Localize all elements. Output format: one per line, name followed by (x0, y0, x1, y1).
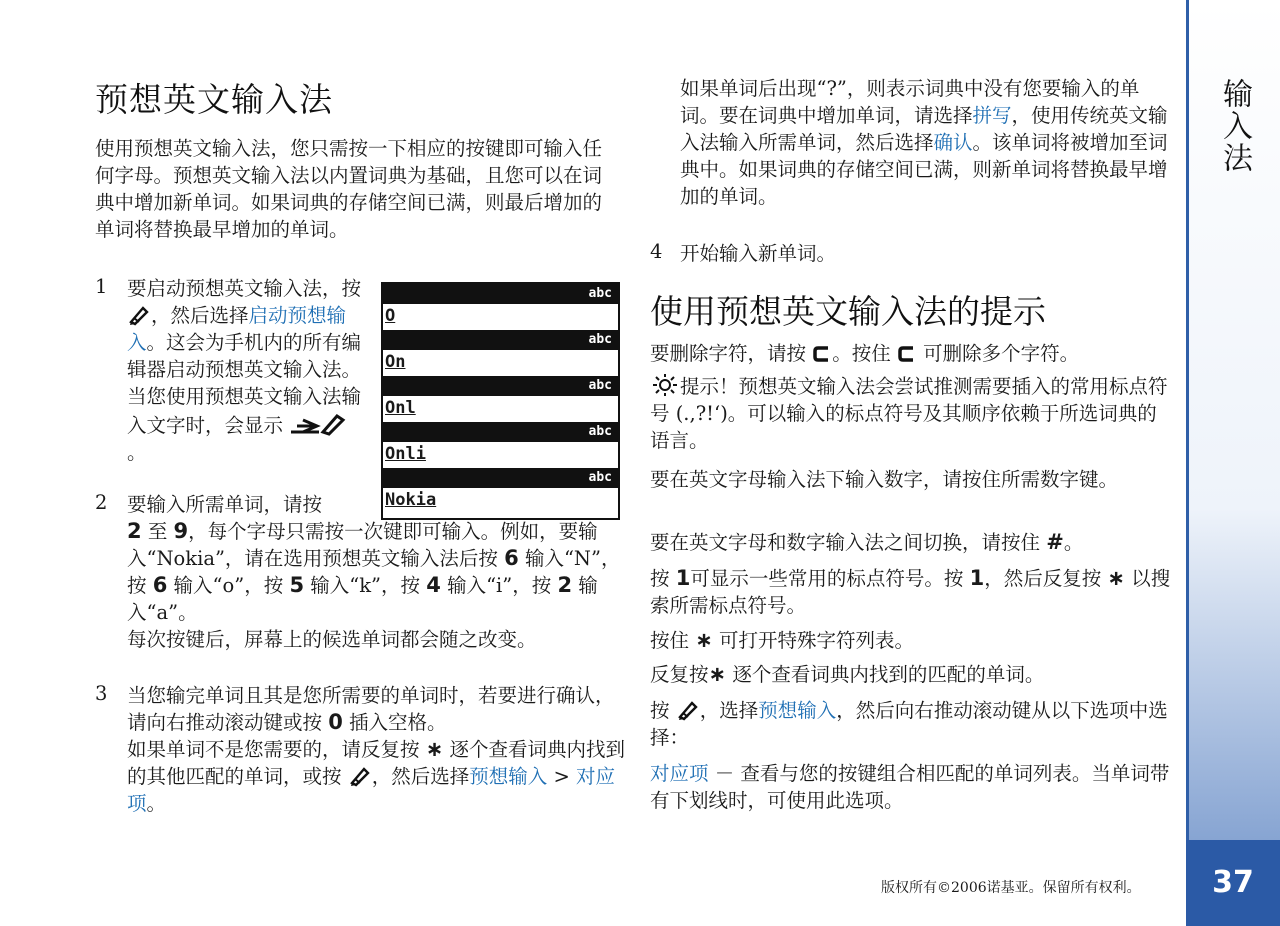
phone-screen (383, 376, 618, 422)
star-key-icon: ∗ (708, 662, 727, 686)
input-mode-indicator: abc (588, 332, 612, 347)
start-predictive-link: 启动预想输入 (127, 304, 347, 354)
candidate-word: O (385, 306, 396, 326)
matches-paragraph: 对应项 － 查看与您的按键组合相匹配的单词列表。当单词带有下划线时，可使用此选项。 (650, 762, 1170, 812)
star-key-icon: ∗ (1107, 566, 1126, 590)
phone-screen (383, 284, 618, 330)
key-2-icon: 2 (127, 519, 142, 543)
status-bar (383, 468, 618, 488)
key-6-icon: 6 (504, 546, 519, 570)
predictive-input-indicator-icon (289, 410, 349, 436)
repeat-paragraph: 反复按∗ 逐个查看词典内找到的匹配的单词。 (650, 662, 1045, 686)
predictive-input-link: 预想输入 (758, 699, 837, 722)
spell-link: 拼写 (972, 104, 1012, 127)
clear-key-icon (897, 344, 917, 364)
step-1-text: 要启动预想英文输入法，按 ，然后选择启动预想输入。这会为手机内的所有编辑器启动预想英文输入法。当您使用预想英文输入法输入文字时，会显示 。 (127, 277, 362, 464)
step-number: 4 (650, 240, 663, 263)
tips-title: 使用预想英文输入法的提示 (650, 292, 1046, 331)
star-key-icon: ∗ (425, 737, 444, 761)
section-title: 预想英文输入法 (95, 80, 333, 119)
predictive-input-link: 预想输入 (469, 765, 548, 788)
key-0-icon: 0 (328, 710, 343, 734)
key-1-icon: 1 (969, 566, 985, 590)
input-mode-indicator: abc (588, 286, 612, 301)
candidate-word: Nokia (385, 490, 437, 510)
pencil-key-icon (676, 699, 700, 721)
candidate-word: On (385, 352, 406, 372)
step-number: 2 (95, 491, 108, 514)
tip-label: 提示！ (680, 375, 739, 398)
step-number: 1 (95, 275, 108, 298)
special-chars-paragraph: 按住 ∗ 可打开特殊字符列表。 (650, 628, 915, 652)
status-bar (383, 422, 618, 442)
lightbulb-icon (650, 373, 680, 397)
delete-paragraph: 要删除字符，请按 。按住 可删除多个字符。 (650, 342, 1080, 365)
page-number: 37 (1186, 840, 1280, 926)
ok-link: 确认 (933, 131, 973, 154)
intro-paragraph: 使用预想英文输入法，您只需按一下相应的按键即可输入任何字母。预想英文输入法以内置词典为基础，且您可以在词典中增加新单词。如果词典的存储空间已满，则最后增加的单词将替换最早增加的单词。 (95, 137, 603, 241)
key-2-icon: 2 (557, 573, 573, 597)
input-mode-indicator: abc (588, 378, 612, 393)
candidate-word: Onli (385, 444, 426, 464)
key-6-icon: 6 (152, 573, 168, 597)
numbers-paragraph: 要在英文字母输入法下输入数字，请按住所需数字键。 (650, 468, 1119, 491)
phone-screen-sequence (381, 282, 620, 520)
continued-paragraph: 如果单词后出现“?”，则表示词典中没有您要输入的单词。要在词典中增加单词，请选择拼写，使用传统英文输入法输入所需单词，然后选择确认。该单词将被增加至词典中。如果词典的存储空间已满，则新单词将替换最早增加的单词。 (680, 77, 1168, 208)
step-4-text: 开始输入新单词。 (680, 242, 837, 265)
input-mode-indicator: abc (588, 424, 612, 439)
pencil-key-icon (127, 304, 151, 326)
select-paragraph: 按 ，选择预想输入，然后向右推动滚动键从以下选项中选择： (650, 699, 1168, 749)
matches-link: 对应项 (127, 765, 616, 815)
input-mode-indicator: abc (588, 470, 612, 485)
pencil-key-icon (348, 765, 372, 787)
star-key-icon: ∗ (695, 628, 713, 652)
status-bar (383, 330, 618, 350)
phone-screen (383, 330, 618, 376)
clear-key-icon (812, 344, 832, 364)
status-bar (383, 376, 618, 396)
matches-link: 对应项 (650, 762, 709, 785)
key-5-icon: 5 (289, 573, 305, 597)
step-2-text: 要输入所需单词，请按 2 至 9，每个字母只需按一次键即可输入。例如，要输入“Nokia”，请在选用预想英文输入法后按 6 输入“N”，按 6 输入“o”，按 5 输入“k”，按 4 输入“i”，按 2 输入“a”。 每次按键后，屏幕上的候选单词都会随之改变。 (127, 493, 621, 651)
hash-key-icon: # (1046, 530, 1064, 554)
copyright-footer: 版权所有©2006诺基亚。保留所有权利。 (881, 880, 1141, 896)
key-9-icon: 9 (173, 519, 189, 543)
status-bar (383, 284, 618, 304)
chapter-title: 输入法 (1217, 78, 1252, 174)
key-4-icon: 4 (426, 573, 441, 597)
key-1-icon: 1 (675, 566, 691, 590)
candidate-word: Onl (385, 398, 416, 418)
step-3-text: 当您输完单词且其是您所需要的单词时，若要进行确认，请向右推动滚动键或按 0 插入空格。 如果单词不是您需要的，请反复按 ∗ 逐个查看词典内找到的其他匹配的单词，或按 ，然后选择预想输入 > 对应项。 (127, 684, 626, 815)
punctuation-paragraph: 按 1可显示一些常用的标点符号。按 1，然后反复按 ∗ 以搜索所需标点符号。 (650, 566, 1171, 617)
tip-paragraph: 提示！预想英文输入法会尝试推测需要插入的常用标点符号 (.,?!‘)。可以输入的标点符号及其顺序依赖于所选词典的语言。 (650, 375, 1168, 452)
phone-screen (383, 422, 618, 468)
step-number: 3 (95, 682, 108, 705)
switch-paragraph: 要在英文字母和数字输入法之间切换，请按住 #。 (650, 530, 1084, 554)
